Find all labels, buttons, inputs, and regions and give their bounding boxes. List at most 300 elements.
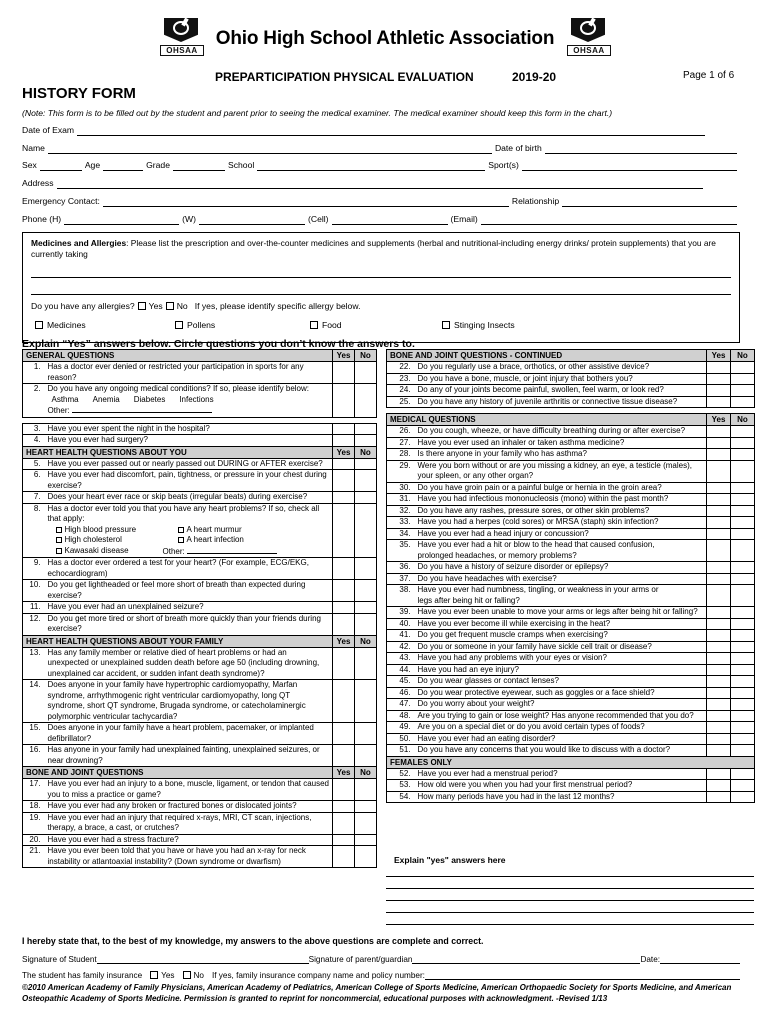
- question-row: [387, 630, 755, 642]
- sig-parent-field[interactable]: [412, 953, 640, 964]
- no-cell[interactable]: [355, 492, 377, 504]
- no-cell[interactable]: [355, 384, 377, 418]
- heart-options-row: [48, 546, 330, 558]
- phone-w-label: (W): [182, 214, 197, 224]
- no-cell[interactable]: [355, 779, 377, 801]
- left-questions-table: [22, 349, 377, 868]
- yes-cell[interactable]: [707, 687, 731, 699]
- question-row: [23, 846, 377, 868]
- q-text: Have you had a herpes (cold sores) or MRSA (staph) skin infection?: [415, 517, 707, 529]
- yes-cell[interactable]: [333, 558, 355, 580]
- q-num: 19.: [23, 812, 45, 834]
- no-cell[interactable]: [355, 470, 377, 492]
- no-cell[interactable]: [355, 435, 377, 447]
- age-field[interactable]: [103, 160, 143, 171]
- yes-cell[interactable]: [707, 585, 731, 607]
- q-text-cell: [415, 585, 707, 607]
- allergy-option-food[interactable]: [310, 320, 342, 330]
- no-cell[interactable]: [355, 602, 377, 614]
- option-label: Medicines: [47, 320, 86, 330]
- no-cell[interactable]: [731, 733, 755, 745]
- q-text: Have you ever had a head injury or concussion?: [415, 528, 707, 540]
- yes-cell[interactable]: [333, 801, 355, 813]
- explain-line-2[interactable]: [386, 888, 754, 889]
- option-label: A heart infection: [186, 535, 244, 544]
- question-row: [23, 680, 377, 723]
- checkbox[interactable]: [56, 537, 62, 543]
- q-num: 49.: [387, 722, 415, 734]
- q-text: Have you ever had numbness, tingling, or weakness in your arms or: [417, 585, 659, 594]
- yes-cell[interactable]: [707, 426, 731, 438]
- q-num: 11.: [23, 602, 45, 614]
- no-cell[interactable]: [355, 558, 377, 580]
- q-num: 47.: [387, 699, 415, 711]
- yes-cell[interactable]: [707, 505, 731, 517]
- no-cell[interactable]: [355, 647, 377, 680]
- q-text: Do you or someone in your family have sickle cell trait or disease?: [415, 641, 707, 653]
- condition-diabetes[interactable]: Diabetes: [133, 394, 166, 404]
- no-cell[interactable]: [355, 503, 377, 558]
- yes-cell[interactable]: [707, 768, 731, 780]
- yes-cell[interactable]: [333, 846, 355, 868]
- q-text: Has anyone in your family had unexplained fainting, unexplained seizures, or near drowning?: [45, 745, 333, 767]
- yes-cell[interactable]: [707, 722, 731, 734]
- emergency-field[interactable]: [103, 196, 509, 207]
- question-row: [387, 562, 755, 574]
- question-row: [387, 780, 755, 792]
- allergy-yes-checkbox[interactable]: [138, 302, 146, 310]
- q-num: 36.: [387, 562, 415, 574]
- condition-infections[interactable]: Infections: [179, 394, 214, 404]
- allergy-no-checkbox[interactable]: [166, 302, 174, 310]
- address-field[interactable]: [57, 178, 703, 189]
- certification-statement: I hereby state that, to the best of my knowledge, my answers to the above questions are complete and correct.: [22, 936, 484, 946]
- no-cell[interactable]: [731, 540, 755, 562]
- question-row: [23, 423, 377, 435]
- q-num: 45.: [387, 676, 415, 688]
- allergy-identify-text: If yes, please identify specific allergy below.: [194, 301, 361, 311]
- address-label: Address: [22, 178, 54, 188]
- other-field[interactable]: [72, 405, 212, 413]
- q-num: 3.: [23, 423, 45, 435]
- stinging-insects-checkbox[interactable]: [442, 321, 450, 329]
- no-cell[interactable]: [355, 613, 377, 635]
- pollens-checkbox[interactable]: [175, 321, 183, 329]
- q-text: Do you cough, wheeze, or have difficulty breathing during or after exercise?: [415, 426, 707, 438]
- yes-cell[interactable]: [707, 618, 731, 630]
- question-row: [387, 396, 755, 408]
- explain-line-4[interactable]: [386, 912, 754, 913]
- medicines-checkbox[interactable]: [35, 321, 43, 329]
- relationship-field[interactable]: [562, 196, 737, 207]
- no-cell[interactable]: [731, 460, 755, 482]
- q-text: Have you ever had surgery?: [45, 435, 333, 447]
- no-header: No: [355, 635, 377, 647]
- insurance-yes-label: Yes: [161, 971, 175, 980]
- no-cell[interactable]: [731, 494, 755, 506]
- yes-header: Yes: [333, 350, 355, 362]
- grade-field[interactable]: [173, 160, 225, 171]
- question-row: [23, 834, 377, 846]
- sig-student-label: Signature of Student: [22, 955, 97, 964]
- no-cell[interactable]: [731, 607, 755, 619]
- no-cell[interactable]: [355, 723, 377, 745]
- no-cell[interactable]: [355, 812, 377, 834]
- medicines-text: : Please list the prescription and over-the-counter medicines and supplements (herbal and nutritional-including energy drinks/ protein supplements) that you are currently taking: [31, 238, 716, 259]
- question-row: [23, 647, 377, 680]
- question-row: [387, 540, 755, 562]
- checkbox[interactable]: [178, 537, 184, 543]
- q-text: Do you get more tired or short of breath more quickly than your friends during exercise?: [45, 613, 333, 635]
- q-num: 51.: [387, 745, 415, 757]
- medicines-line-1[interactable]: [31, 277, 731, 278]
- q-text-cell: [415, 460, 707, 482]
- q-text: Have you ever had discomfort, pain, tightness, or pressure in your chest during exercise?: [45, 470, 333, 492]
- q-num: 48.: [387, 710, 415, 722]
- yes-cell[interactable]: [707, 540, 731, 562]
- logo-text: OHSAA: [567, 45, 611, 56]
- insurance-yes-checkbox[interactable]: [150, 971, 158, 979]
- option-high-bp[interactable]: [48, 525, 178, 536]
- yes-cell[interactable]: [707, 373, 731, 385]
- no-cell[interactable]: [731, 641, 755, 653]
- question-row: [387, 664, 755, 676]
- q-num: 31.: [387, 494, 415, 506]
- question-row: [23, 503, 377, 558]
- question-row: [387, 791, 755, 803]
- q-text: Has a doctor ever denied or restricted your participation in sports for any reason?: [45, 362, 333, 384]
- allergy-option-medicines[interactable]: [35, 320, 86, 330]
- allergy-option-stinging-insects[interactable]: [442, 320, 515, 330]
- q-num: 6.: [23, 470, 45, 492]
- name-label: Name: [22, 143, 45, 153]
- question-row: [387, 710, 755, 722]
- phone-row: [22, 211, 740, 225]
- q-num: 38.: [387, 585, 415, 607]
- no-cell[interactable]: [731, 385, 755, 397]
- yes-cell[interactable]: [707, 362, 731, 374]
- yes-cell[interactable]: [707, 710, 731, 722]
- no-cell[interactable]: [731, 482, 755, 494]
- condition-anemia[interactable]: Anemia: [92, 394, 120, 404]
- copyright-notice: ©2010 American Academy of Family Physicians, American Academy of Pediatrics, American College of Sports Medicine, American Orthopaedic Society for Sports Medicine, and American Osteopathic Academy of Sports Medicine. Permission is granted to reprint for noncommercial, educational purposes with acknowledgment. -Revised 1/13: [22, 983, 732, 1003]
- q-num: 28.: [387, 449, 415, 461]
- question-row: [23, 362, 377, 384]
- q-text: Have you ever had a hit or blow to the head that caused confusion,: [417, 540, 655, 549]
- q-text: Have you ever had an eating disorder?: [415, 733, 707, 745]
- no-cell[interactable]: [731, 676, 755, 688]
- yes-cell[interactable]: [707, 449, 731, 461]
- insurance-label: The student has family insurance: [22, 971, 143, 980]
- q-text: Are you on a special diet or do you avoid certain types of foods?: [415, 722, 707, 734]
- date-of-exam-row: [22, 122, 740, 136]
- yes-cell[interactable]: [707, 460, 731, 482]
- q-text: Does anyone in your family have hypertrophic cardiomyopathy, Marfan syndrome, arrhythmogenic right ventricular cardiomyopathy, long QT syndrome, short QT syndrome, Brugada syndrome, or catecholaminergic polymorphic ventricular tachycardia?: [45, 680, 333, 723]
- insurance-field[interactable]: [425, 969, 740, 980]
- no-cell[interactable]: [355, 834, 377, 846]
- question-row: [23, 602, 377, 614]
- yes-cell[interactable]: [333, 834, 355, 846]
- option-high-cholesterol[interactable]: [48, 535, 178, 546]
- q-text: Have you had any problems with your eyes or vision?: [415, 653, 707, 665]
- medicines-line-2[interactable]: [31, 294, 731, 295]
- q-text: Have you ever used an inhaler or taken asthma medicine?: [415, 437, 707, 449]
- yes-cell[interactable]: [707, 562, 731, 574]
- signature-row: [22, 950, 740, 964]
- yes-cell[interactable]: [333, 423, 355, 435]
- yes-cell[interactable]: [707, 517, 731, 529]
- other-field[interactable]: [187, 546, 277, 554]
- yes-cell[interactable]: [333, 723, 355, 745]
- question-row: [387, 426, 755, 438]
- option-other[interactable]: [163, 546, 277, 558]
- checkbox[interactable]: [178, 527, 184, 533]
- question-row: [23, 558, 377, 580]
- question-row: [23, 801, 377, 813]
- allergy-option-pollens[interactable]: [175, 320, 215, 330]
- phone-h-field[interactable]: [64, 214, 179, 225]
- header-label: FEMALES ONLY: [387, 756, 755, 768]
- yes-cell[interactable]: [333, 362, 355, 384]
- yes-cell[interactable]: [333, 647, 355, 680]
- insurance-identify-label: If yes, family insurance company name and policy number:: [211, 971, 425, 980]
- date-of-exam-field[interactable]: [77, 125, 705, 136]
- yes-cell[interactable]: [707, 630, 731, 642]
- checkbox[interactable]: [56, 527, 62, 533]
- sex-field[interactable]: [40, 160, 82, 171]
- yes-cell[interactable]: [333, 492, 355, 504]
- q-text: Have you ever had a stress fracture?: [45, 834, 333, 846]
- q-num: 13.: [23, 647, 45, 680]
- q-num: 5.: [23, 458, 45, 470]
- q-num: 39.: [387, 607, 415, 619]
- email-field[interactable]: [481, 214, 737, 225]
- right-questions-table: [386, 349, 755, 803]
- yes-cell[interactable]: [333, 384, 355, 418]
- question-row: [23, 613, 377, 635]
- sig-parent-label: Signature of parent/guardian: [308, 955, 413, 964]
- yes-cell[interactable]: [333, 470, 355, 492]
- no-cell[interactable]: [731, 585, 755, 607]
- q-num: 37.: [387, 573, 415, 585]
- yes-cell[interactable]: [707, 653, 731, 665]
- school-field[interactable]: [257, 160, 485, 171]
- phone-w-field[interactable]: [199, 214, 305, 225]
- food-checkbox[interactable]: [310, 321, 318, 329]
- no-cell[interactable]: [355, 846, 377, 868]
- no-cell[interactable]: [731, 780, 755, 792]
- yes-cell[interactable]: [333, 580, 355, 602]
- q-text: Do you have any rashes, pressure sores, or other skin problems?: [415, 505, 707, 517]
- q-num: 44.: [387, 664, 415, 676]
- form-title: PREPARTICIPATION PHYSICAL EVALUATION: [215, 70, 474, 84]
- condition-asthma[interactable]: Asthma: [51, 394, 79, 404]
- option-label: Kawasaki disease: [64, 545, 129, 555]
- q-num: 52.: [387, 768, 415, 780]
- question-row: [387, 585, 755, 607]
- sports-label: Sport(s): [488, 160, 519, 170]
- yes-cell[interactable]: [333, 458, 355, 470]
- q-text: Do you have headaches with exercise?: [415, 573, 707, 585]
- allergy-no-label: No: [176, 301, 188, 311]
- yes-cell[interactable]: [707, 607, 731, 619]
- yes-cell[interactable]: [707, 676, 731, 688]
- yes-header: Yes: [333, 446, 355, 458]
- no-cell[interactable]: [731, 618, 755, 630]
- yes-cell[interactable]: [707, 396, 731, 408]
- q-num: 16.: [23, 745, 45, 767]
- q-num: 34.: [387, 528, 415, 540]
- no-cell[interactable]: [731, 630, 755, 642]
- no-cell[interactable]: [731, 710, 755, 722]
- question-row: [23, 745, 377, 767]
- medicines-instructions: [31, 238, 731, 260]
- explain-heading: Explain “Yes” answers below. Circle questions you don’t know the answers to.: [22, 338, 415, 350]
- q-num: 21.: [23, 846, 45, 868]
- question-row: [387, 505, 755, 517]
- name-row: [22, 140, 740, 154]
- yes-cell[interactable]: [707, 385, 731, 397]
- explain-line-1[interactable]: [386, 876, 754, 877]
- no-cell[interactable]: [731, 791, 755, 803]
- yes-cell[interactable]: [333, 602, 355, 614]
- no-cell[interactable]: [355, 680, 377, 723]
- no-cell[interactable]: [355, 458, 377, 470]
- q-num: 25.: [387, 396, 415, 408]
- no-header: No: [355, 767, 377, 779]
- section-header-family: [23, 635, 377, 647]
- yes-cell[interactable]: [333, 613, 355, 635]
- question-row: [23, 723, 377, 745]
- date-field[interactable]: [660, 953, 740, 964]
- q-text: Has a doctor ever told you that you have any heart problems? If so, check all that apply:: [47, 503, 320, 523]
- yes-cell[interactable]: [707, 664, 731, 676]
- no-cell[interactable]: [731, 517, 755, 529]
- no-cell[interactable]: [731, 722, 755, 734]
- question-row: [387, 745, 755, 757]
- dob-field[interactable]: [545, 143, 737, 154]
- email-label: (Email): [450, 214, 478, 224]
- no-cell[interactable]: [731, 745, 755, 757]
- q-num: 1.: [23, 362, 45, 384]
- no-header: No: [355, 446, 377, 458]
- question-row: [387, 460, 755, 482]
- no-cell[interactable]: [355, 801, 377, 813]
- insurance-no-checkbox[interactable]: [183, 971, 191, 979]
- yes-cell[interactable]: [707, 482, 731, 494]
- q-text: Have you ever spent the night in the hospital?: [45, 423, 333, 435]
- insurance-no-label: No: [193, 971, 204, 980]
- yes-cell[interactable]: [707, 528, 731, 540]
- q-text-continued: your spleen, or any other organ?: [417, 471, 534, 480]
- q-text: Have you had an eye injury?: [415, 664, 707, 676]
- phone-cell-field[interactable]: [332, 214, 448, 225]
- explain-line-3[interactable]: [386, 900, 754, 901]
- no-cell[interactable]: [731, 653, 755, 665]
- explain-line-5[interactable]: [386, 924, 754, 925]
- q-num: 12.: [23, 613, 45, 635]
- no-cell[interactable]: [355, 423, 377, 435]
- q-num: 24.: [387, 385, 415, 397]
- no-cell[interactable]: [731, 373, 755, 385]
- yes-cell[interactable]: [707, 745, 731, 757]
- age-label: Age: [84, 160, 101, 170]
- q-text: Does anyone in your family have a heart problem, pacemaker, or implanted defibrillator?: [45, 723, 333, 745]
- q-text: Do you regularly use a brace, orthotics, or other assistive device?: [415, 362, 707, 374]
- yes-cell[interactable]: [333, 779, 355, 801]
- yes-cell[interactable]: [707, 573, 731, 585]
- no-cell[interactable]: [731, 362, 755, 374]
- q-num: 22.: [387, 362, 415, 374]
- explain-yes-label: Explain "yes" answers here: [394, 855, 506, 865]
- yes-cell[interactable]: [333, 745, 355, 767]
- option-kawasaki[interactable]: [48, 546, 163, 558]
- no-cell[interactable]: [731, 449, 755, 461]
- no-cell[interactable]: [355, 745, 377, 767]
- option-heart-murmur[interactable]: [178, 525, 242, 536]
- q-text: Do you wear protective eyewear, such as goggles or a face shield?: [415, 687, 707, 699]
- yes-cell[interactable]: [707, 780, 731, 792]
- option-heart-infection[interactable]: [178, 535, 244, 546]
- emergency-row: [22, 193, 740, 207]
- no-cell[interactable]: [731, 768, 755, 780]
- yes-cell[interactable]: [333, 812, 355, 834]
- yes-cell[interactable]: [707, 437, 731, 449]
- no-cell[interactable]: [355, 580, 377, 602]
- no-cell[interactable]: [731, 437, 755, 449]
- no-cell[interactable]: [731, 699, 755, 711]
- yes-cell[interactable]: [333, 503, 355, 558]
- no-cell[interactable]: [731, 528, 755, 540]
- sports-field[interactable]: [522, 160, 737, 171]
- yes-cell[interactable]: [333, 435, 355, 447]
- q-num: 14.: [23, 680, 45, 723]
- phone-cell-label: (Cell): [308, 214, 329, 224]
- q-num: 54.: [387, 791, 415, 803]
- address-row: [22, 175, 740, 189]
- name-field[interactable]: [48, 143, 492, 154]
- relationship-label: Relationship: [511, 196, 560, 206]
- no-cell[interactable]: [731, 505, 755, 517]
- yes-cell[interactable]: [707, 641, 731, 653]
- yes-cell[interactable]: [707, 791, 731, 803]
- q-text: Has a doctor ever ordered a test for your heart? (For example, ECG/EKG, echocardiogram): [45, 558, 333, 580]
- yes-cell[interactable]: [707, 699, 731, 711]
- no-cell[interactable]: [731, 426, 755, 438]
- question-row: [23, 580, 377, 602]
- q-text: Have you ever had an injury that required x-rays, MRI, CT scan, injections, therapy, a brace, a cast, or crutches?: [45, 812, 333, 834]
- header-label: BONE AND JOINT QUESTIONS - CONTINUED: [387, 350, 707, 362]
- checkbox[interactable]: [56, 548, 62, 554]
- q-text: Do any of your joints become painful, swollen, feel warm, or look red?: [415, 385, 707, 397]
- no-cell[interactable]: [731, 573, 755, 585]
- yes-cell[interactable]: [707, 494, 731, 506]
- no-cell[interactable]: [731, 396, 755, 408]
- no-cell[interactable]: [731, 664, 755, 676]
- yes-cell[interactable]: [707, 733, 731, 745]
- sig-student-field[interactable]: [97, 953, 309, 964]
- yes-header: Yes: [707, 414, 731, 426]
- header-label: HEART HEALTH QUESTIONS ABOUT YOUR FAMILY: [23, 635, 333, 647]
- no-cell[interactable]: [731, 562, 755, 574]
- q-text: How many periods have you had in the last 12 months?: [415, 791, 707, 803]
- no-cell[interactable]: [731, 687, 755, 699]
- section-header-bone: [23, 767, 377, 779]
- yes-cell[interactable]: [333, 680, 355, 723]
- no-cell[interactable]: [355, 362, 377, 384]
- no-header: No: [731, 350, 755, 362]
- q-text: Do you have any ongoing medical conditions? If so, please identify below:: [47, 384, 309, 393]
